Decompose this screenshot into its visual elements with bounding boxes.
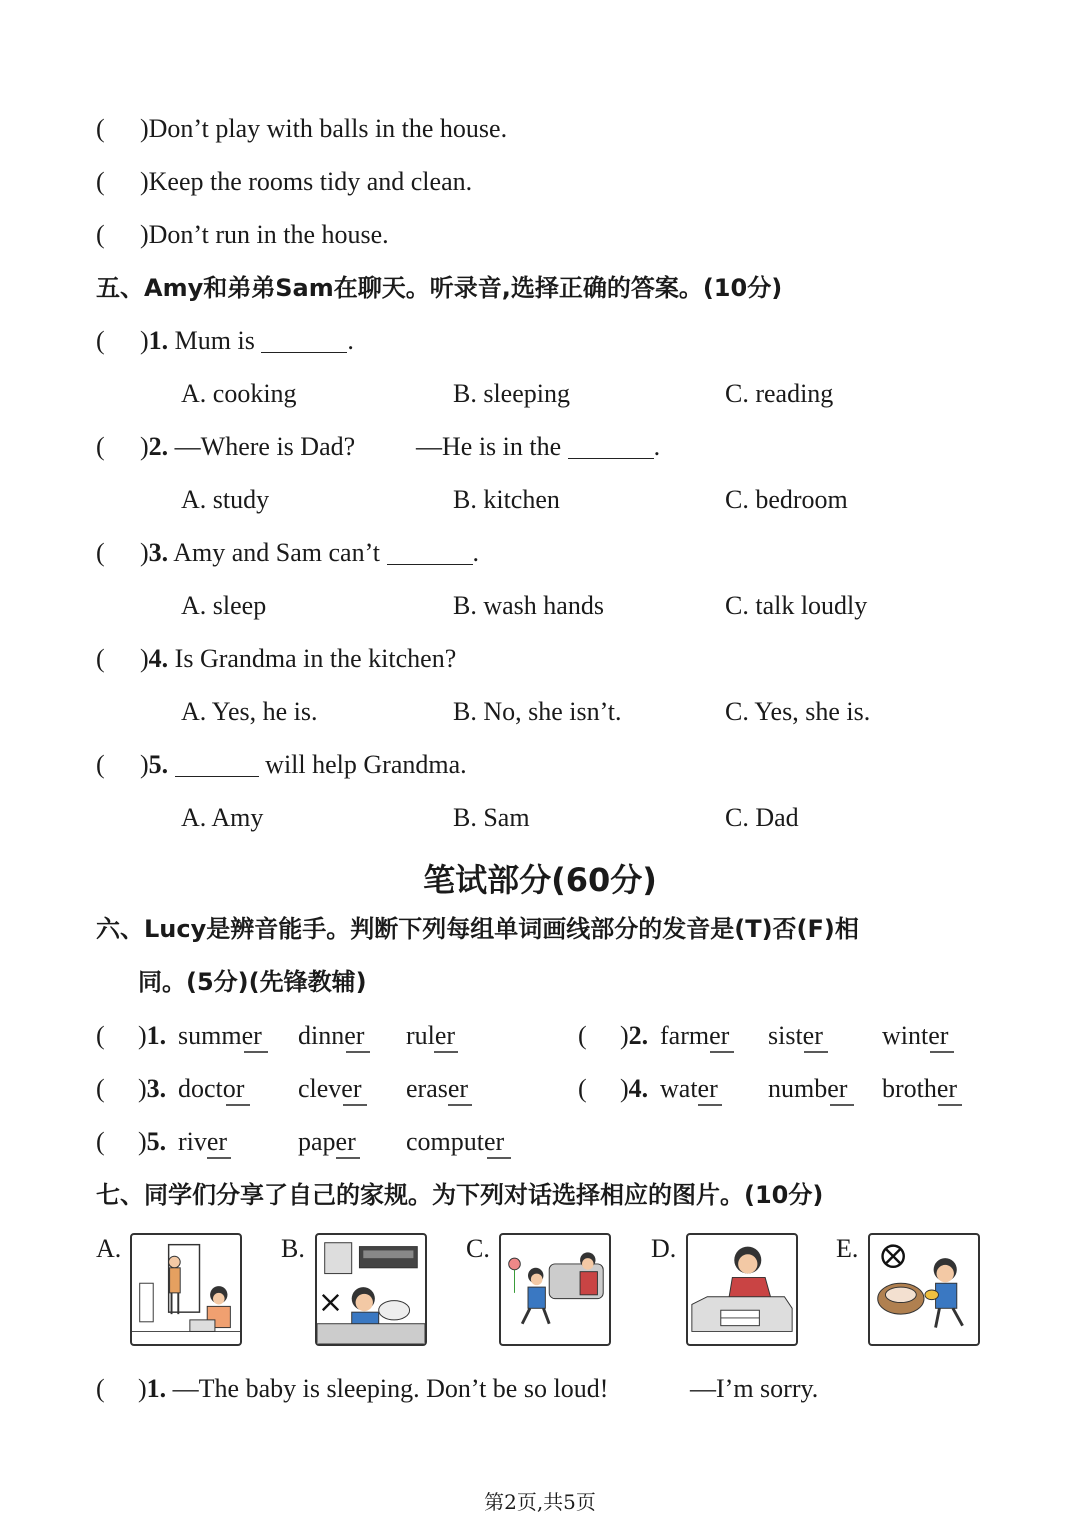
answer-paren[interactable]: ( xyxy=(96,644,105,673)
answer-paren[interactable]: ( xyxy=(96,1021,105,1050)
picture-e[interactable] xyxy=(868,1233,980,1346)
option-a[interactable]: A. study xyxy=(181,485,270,514)
word: sister xyxy=(768,1021,823,1050)
answer-paren[interactable]: ( xyxy=(96,220,105,249)
question-4: )4. Is Grandma in the kitchen? xyxy=(140,644,457,673)
item-text: )Don’t play with balls in the house. xyxy=(140,114,508,143)
picture-label-a: A. xyxy=(96,1234,122,1263)
girl-making-bed-illustration xyxy=(688,1235,796,1344)
question-1: )1. Mum is . xyxy=(140,326,354,355)
word: river xyxy=(178,1127,228,1156)
word: eraser xyxy=(406,1074,469,1103)
question-2: )2. —Where is Dad? xyxy=(140,432,356,461)
section6-heading-line1: 六、Lucy是辨音能手。判断下列每组单词画线部分的发音是(T)否(F)相 xyxy=(96,915,859,943)
question-2-reply: —He is in the . xyxy=(416,432,661,461)
picture-label-c: C. xyxy=(466,1234,490,1263)
option-b[interactable]: B. No, she isn’t. xyxy=(453,697,622,726)
fill-blank[interactable] xyxy=(261,328,347,353)
option-a[interactable]: A. cooking xyxy=(181,379,297,408)
picture-c[interactable] xyxy=(499,1233,611,1346)
option-b[interactable]: B. sleeping xyxy=(453,379,570,408)
picture-label-d: D. xyxy=(651,1234,677,1263)
word: winter xyxy=(882,1021,949,1050)
option-b[interactable]: B. Sam xyxy=(453,803,530,832)
answer-paren[interactable]: ( xyxy=(96,750,105,779)
word-group-4: )4. xyxy=(620,1074,649,1103)
fill-blank[interactable] xyxy=(387,540,473,565)
picture-d[interactable] xyxy=(686,1233,798,1346)
word: dinner xyxy=(298,1021,365,1050)
word: summer xyxy=(178,1021,262,1050)
option-b[interactable]: B. kitchen xyxy=(453,485,560,514)
answer-paren[interactable]: ( xyxy=(578,1074,587,1103)
section5-heading: 五、Amy和弟弟Sam在聊天。听录音,选择正确的答案。(10分) xyxy=(96,274,783,302)
word: water xyxy=(660,1074,718,1103)
dialogue-question-1: )1. —The baby is sleeping. Don’t be so loud! xyxy=(138,1374,609,1403)
fill-blank[interactable] xyxy=(568,434,654,459)
answer-paren[interactable]: ( xyxy=(578,1021,587,1050)
word-group-5: )5. xyxy=(138,1127,167,1156)
option-a[interactable]: A. Yes, he is. xyxy=(181,697,318,726)
question-5: )5. will help Grandma. xyxy=(140,750,467,779)
option-c[interactable]: C. Yes, she is. xyxy=(725,697,871,726)
answer-paren[interactable]: ( xyxy=(96,432,105,461)
question-3: )3. Amy and Sam can’t . xyxy=(140,538,479,567)
written-part-title: 笔试部分(60分) xyxy=(423,861,657,899)
item-text: )Keep the rooms tidy and clean. xyxy=(140,167,473,196)
baby-sleeping-illustration xyxy=(870,1235,978,1344)
item-text: )Don’t run in the house. xyxy=(140,220,389,249)
option-c[interactable]: C. talk loudly xyxy=(725,591,868,620)
word: brother xyxy=(882,1074,958,1103)
word: computer xyxy=(406,1127,505,1156)
dialogue-reply: —I’m sorry. xyxy=(690,1374,819,1403)
word: ruler xyxy=(406,1021,456,1050)
answer-paren[interactable]: ( xyxy=(96,114,105,143)
word-group-3: )3. xyxy=(138,1074,167,1103)
word: number xyxy=(768,1074,848,1103)
section7-heading: 七、同学们分享了自己的家规。为下列对话选择相应的图片。(10分) xyxy=(96,1181,824,1209)
option-a[interactable]: A. Amy xyxy=(181,803,264,832)
word-group-2: )2. xyxy=(620,1021,649,1050)
word: doctor xyxy=(178,1074,245,1103)
option-c[interactable]: C. bedroom xyxy=(725,485,848,514)
section6-heading-line2: 同。(5分)(先锋教辅) xyxy=(138,968,367,996)
option-b[interactable]: B. wash hands xyxy=(453,591,604,620)
answer-paren[interactable]: ( xyxy=(96,1074,105,1103)
answer-paren[interactable]: ( xyxy=(96,326,105,355)
option-a[interactable]: A. sleep xyxy=(181,591,267,620)
option-c[interactable]: C. Dad xyxy=(725,803,799,832)
picture-label-b: B. xyxy=(281,1234,305,1263)
picture-label-e: E. xyxy=(836,1234,859,1263)
family-door-illustration xyxy=(132,1235,240,1344)
option-c[interactable]: C. reading xyxy=(725,379,834,408)
word: farmer xyxy=(660,1021,730,1050)
word-group-1: )1. xyxy=(138,1021,167,1050)
picture-b[interactable] xyxy=(315,1233,427,1346)
picture-a[interactable] xyxy=(130,1233,242,1346)
kitchen-stove-illustration xyxy=(317,1235,425,1344)
answer-paren[interactable]: ( xyxy=(96,538,105,567)
answer-paren[interactable]: ( xyxy=(96,1127,105,1156)
word: paper xyxy=(298,1127,356,1156)
fill-blank[interactable] xyxy=(175,752,259,777)
answer-paren[interactable]: ( xyxy=(96,1374,105,1403)
children-running-illustration xyxy=(501,1235,609,1344)
answer-paren[interactable]: ( xyxy=(96,167,105,196)
page-number: 第2页,共5页 xyxy=(484,1490,596,1514)
word: clever xyxy=(298,1074,362,1103)
